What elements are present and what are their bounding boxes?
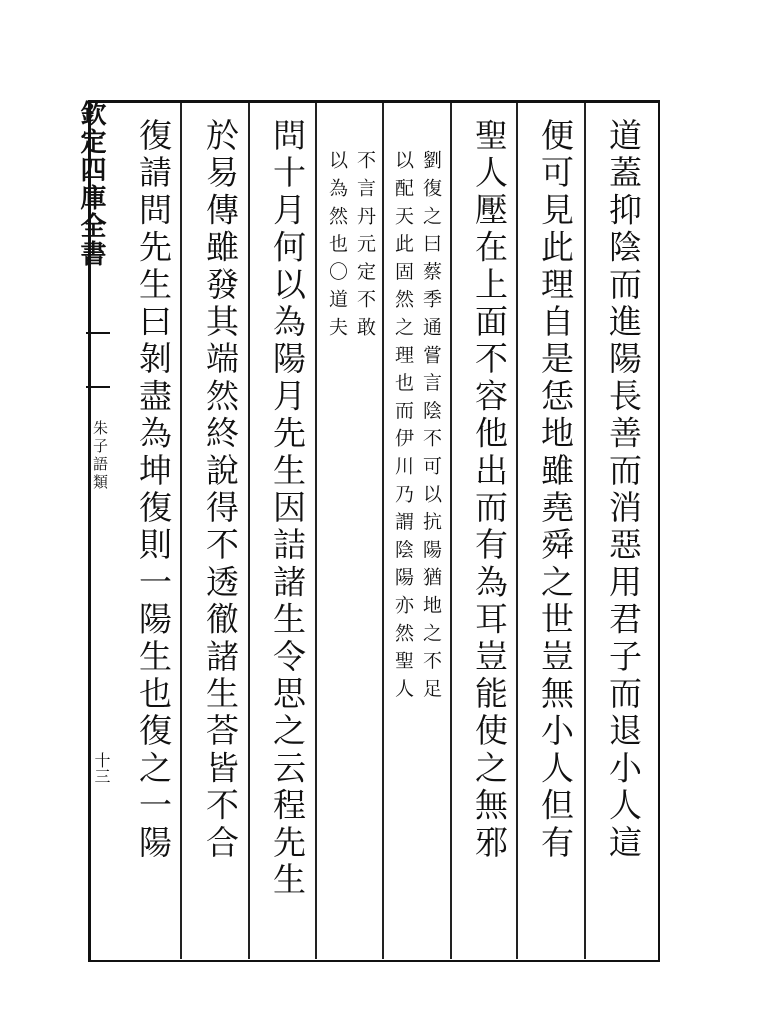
text-column-4: 問十月何以為陽月先生因詰諸生令思之云程先生 (268, 118, 307, 900)
column-rule (248, 103, 250, 959)
commentary-column-2: 以配天此固然之理也而伊川乃謂陰陽亦然聖人 (392, 150, 414, 706)
column-rule (516, 103, 518, 959)
section-title: 朱子語類 (91, 420, 109, 492)
commentary-column-1: 劉復之曰蔡季通嘗言陰不可以抗陽猶地之不足 (420, 150, 442, 706)
text-column-3: 聖人壓在上面不容他出而有為耳豈能使之無邪 (470, 118, 509, 862)
column-rule (584, 103, 586, 959)
page-number: 十三 (92, 752, 111, 784)
text-column-2: 便可見此理自是恁地雖堯舜之世豈無小人但有 (536, 118, 575, 862)
commentary-column-4: 以為然也〇道夫 (326, 150, 348, 345)
column-rule (180, 103, 182, 959)
text-column-5: 於易傳雖發其端然終說得不透徹諸生荅皆不合 (201, 118, 240, 862)
column-rule (450, 103, 452, 959)
text-column-1: 道蓋抑陰而進陽長善而消惡用君子而退小人這 (604, 118, 643, 862)
column-rule (315, 103, 317, 959)
column-rule (382, 103, 384, 959)
fishtail-mark (86, 332, 110, 388)
book-title: 欽定四庫全書 (76, 100, 106, 268)
commentary-column-3: 不言丹元定不敢 (354, 150, 376, 345)
text-column-6: 復請問先生曰剝盡為坤復則一陽生也復之一陽 (134, 118, 173, 862)
